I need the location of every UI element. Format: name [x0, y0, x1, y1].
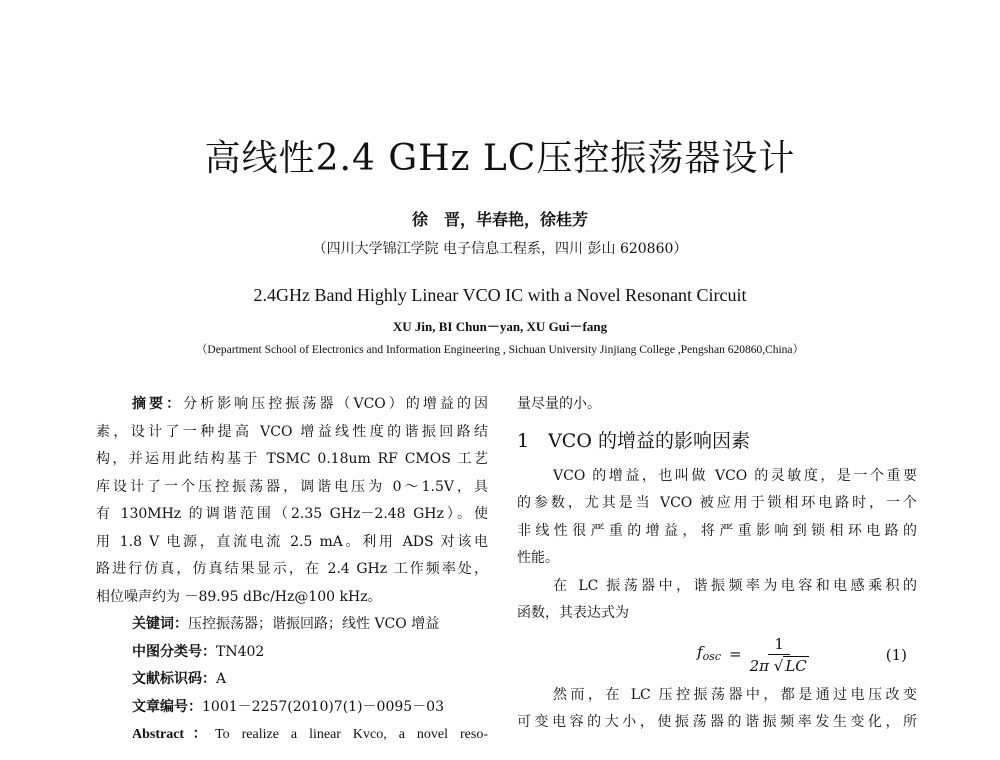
article-number: 文章编号：1001－2257(2010)7(1)－0095－03 [132, 698, 444, 715]
paper-title: 高线性2.4 GHz LC压控振荡器设计 [204, 138, 796, 179]
formula-equals: = [729, 645, 742, 664]
abstract-line: 构，并运用此结构基于 TSMC 0.18um RF CMOS 工艺 [96, 451, 488, 467]
section-heading: 1 VCO 的增益的影响因素 [517, 429, 750, 452]
left-column [96, 391, 488, 749]
formula-numerator: 1 [768, 634, 790, 655]
paragraph-line: 函数，其表达式为 [517, 605, 629, 621]
formula-denominator: 2π √ LC [749, 656, 807, 675]
paragraph-line: 性能。 [517, 550, 559, 566]
continued-text: 量尽量的小。 [517, 396, 601, 412]
abstract-line: 有 130MHz 的调谐范围（2.35 GHz－2.48 GHz）。使 [96, 506, 488, 522]
paragraph-line: 然而，在 LC 压控振荡器中，都是通过电压改变 [553, 686, 917, 703]
document-code: 文献标识码：A [132, 671, 227, 687]
formula-fraction [750, 634, 809, 677]
authors-chinese: 徐 晋，毕春艳，徐桂芳 [411, 210, 588, 229]
equation-1 [517, 628, 917, 682]
abstract-line: 用 1.8 V 电源，直流电流 2.5 mA。利用 ADS 对该电 [96, 533, 488, 550]
keywords: 关键词：压控振荡器；谐振回路；线性 VCO 增益 [132, 616, 440, 632]
formula [697, 634, 809, 677]
right-column [517, 391, 917, 737]
equation-number: (1) [885, 645, 907, 664]
paragraph-line: VCO 的增益，也叫做 VCO 的灵敏度，是一个重要 [553, 467, 917, 484]
abstract-line: 摘要：分析影响压控振荡器（VCO）的增益的因 [132, 396, 488, 412]
formula-lhs: $f_{osc}$ [697, 643, 721, 664]
paragraph-line: 非线性很严重的增益，将严重影响到锁相环电路的 [517, 522, 917, 539]
abstract-label: 摘要： [132, 396, 184, 412]
classification-number: 中图分类号：TN402 [132, 643, 265, 660]
affiliation-english: （Department School of Electronics and Information Engineering , Sichuan University Jinjiang College ,Pengshan 620860,China） [195, 344, 805, 356]
paragraph-line: 的参数，尤其是当 VCO 被应用于锁相环电路时，一个 [517, 495, 917, 511]
abstract-line: 相位噪声约为 －89.95 dBc/Hz@100 kHz。 [96, 588, 382, 605]
affiliation-chinese: （四川大学锦江学院 电子信息工程系，四川 彭山 620860） [312, 241, 688, 257]
abstract-english: Abstract：To realize a linear Kvco, a novel reso- [132, 727, 488, 742]
abstract-line: 库设计了一个压控振荡器，调谐电压为 0～1.5V，具 [96, 478, 488, 495]
paper-title-english: 2.4GHz Band Highly Linear VCO IC with a Novel Resonant Circuit [253, 285, 747, 305]
abstract-line: 路进行仿真，仿真结果显示，在 2.4 GHz 工作频率处， [96, 561, 488, 577]
paragraph-line: 在 LC 振荡器中，谐振频率为电容和电感乘积的 [553, 577, 917, 594]
authors-english: XU Jin, BI Chun－yan, XU Gui－fang [392, 319, 608, 334]
abstract-line: 素，设计了一种提高 VCO 增益线性度的谐振回路结 [96, 423, 488, 440]
paragraph-line: 可变电容的大小，使振荡器的谐振频率发生变化，所 [517, 714, 917, 730]
abstract-english-label: Abstract： [132, 727, 216, 742]
